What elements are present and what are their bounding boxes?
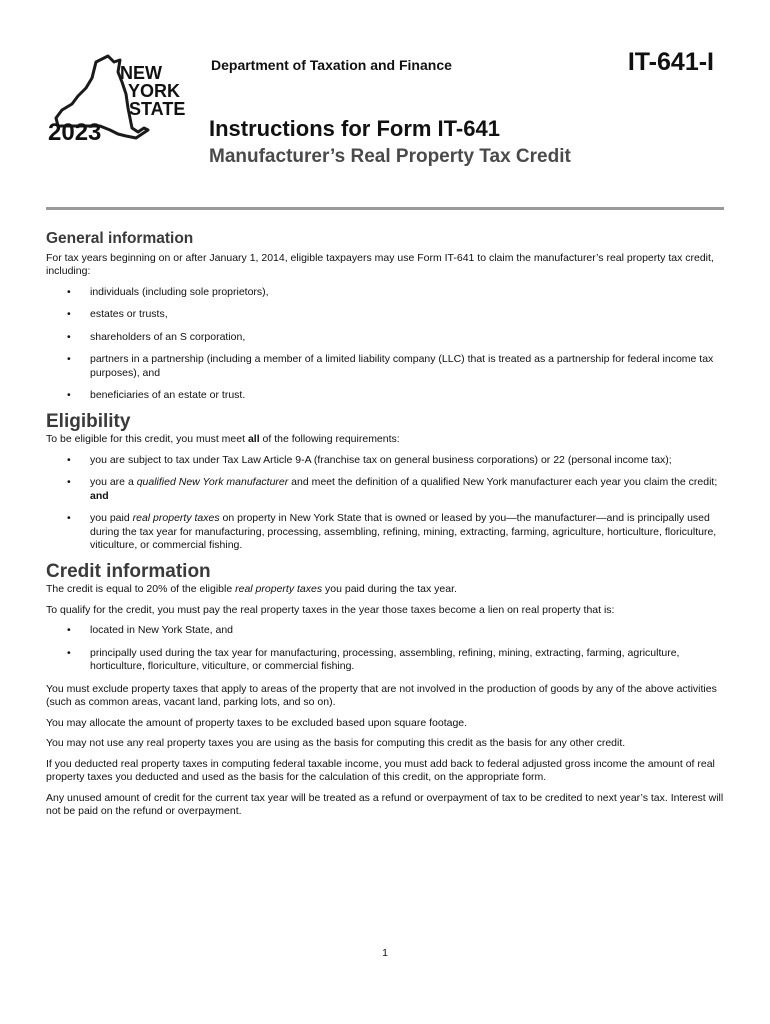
bullet-icon: • xyxy=(67,624,71,636)
bullet-icon: • xyxy=(67,308,71,320)
list-item: • you are subject to tax under Tax Law Article 9-A (franchise tax on general business corporations) or 22 (personal income tax); xyxy=(67,453,672,466)
bullet-icon: • xyxy=(67,476,71,488)
page-title: Instructions for Form IT-641 xyxy=(209,116,500,141)
list-item: • beneficiaries of an estate or trust. xyxy=(67,389,246,401)
svg-text:NEW: NEW xyxy=(120,63,162,83)
page-subtitle: Manufacturer’s Real Property Tax Credit xyxy=(209,146,571,167)
eligibility-heading: Eligibility xyxy=(46,410,131,432)
department-name: Department of Taxation and Finance xyxy=(211,57,452,73)
list-item: • individuals (including sole proprietors), xyxy=(67,285,269,298)
credit-paragraph: Any unused amount of credit for the current tax year will be treated as a refund or overpayment of tax to be credited to next year’s tax. Interest will not be paid on the refund or overpayment. xyxy=(46,791,724,817)
general-heading: General information xyxy=(46,230,194,247)
general-list xyxy=(46,286,726,403)
credit-paragraph: You must exclude property taxes that apply to areas of the property that are not involved in the production of goods by any of the above activities (such as common areas, vacant land, parking lots, and so on). xyxy=(46,682,717,708)
bullet-icon: • xyxy=(67,330,71,343)
document-body xyxy=(46,232,726,826)
credit-heading: Credit information xyxy=(46,560,211,582)
credit-list xyxy=(46,624,726,674)
page-number: 1 xyxy=(382,947,388,959)
list-item: • estates or trusts, xyxy=(67,308,168,320)
list-item: • principally used during the tax year for manufacturing, processing, assembling, refining, mining, extracting, farming, agriculture, horticulture, floriculture, viticulture, or commercial fishing. xyxy=(67,646,680,672)
general-intro: For tax years beginning on or after January 1, 2014, eligible taxpayers may use Form IT-641 to claim the manufacturer’s real property tax credit, including: xyxy=(46,251,714,277)
credit-paragraph: You may not use any real property taxes you are using as the basis for computing this credit as the basis for any other credit. xyxy=(46,737,626,749)
bullet-icon: • xyxy=(67,389,71,401)
header-divider xyxy=(46,207,724,210)
credit-paragraph: To qualify for the credit, you must pay the real property taxes in the year those taxes become a lien on real property that is: xyxy=(46,603,615,616)
bullet-icon: • xyxy=(67,353,71,365)
bullet-icon: • xyxy=(67,453,71,466)
credit-paragraph: If you deducted real property taxes in computing federal taxable income, you must add back to federal adjusted gross income the amount of real property taxes you deducted and used as the basis for the calculation of this credit, on the appropriate form. xyxy=(46,757,715,783)
list-item: • partners in a partnership (including a member of a limited liability company (LLC) that is treated as a partnership for federal income tax purposes), and xyxy=(67,353,714,379)
list-item: • shareholders of an S corporation, xyxy=(67,330,246,343)
svg-text:YORK: YORK xyxy=(128,81,181,101)
list-item: • located in New York State, and xyxy=(67,624,234,636)
bullet-icon: • xyxy=(67,512,71,524)
eligibility-intro: To be eligible for this credit, you must meet all of the following requirements: xyxy=(46,433,400,445)
svg-text:2023: 2023 xyxy=(48,119,102,144)
nys-logo xyxy=(48,52,188,144)
eligibility-list xyxy=(46,454,726,553)
credit-paragraph: The credit is equal to 20% of the eligible real property taxes you paid during the tax year. xyxy=(46,583,457,595)
bullet-icon: • xyxy=(67,285,71,298)
list-item: • you paid real property taxes on property in New York State that is owned or leased by you—the manufacturer—and is principally used during the tax year for manufacturing, processing, assembling, refining, mining, extracting, farming, agriculture, horticulture, floriculture, viticulture, or commercial fishing. xyxy=(67,512,717,551)
bullet-icon: • xyxy=(67,646,71,659)
list-item: • you are a qualified New York manufacturer and meet the definition of a qualified New York manufacturer each year you claim the credit; and xyxy=(67,476,718,502)
svg-text:STATE: STATE xyxy=(129,99,186,119)
credit-paragraph: You may allocate the amount of property taxes to be excluded based upon square footage. xyxy=(46,716,468,729)
form-number: IT-641-I xyxy=(627,48,714,76)
nys-map-icon xyxy=(48,52,188,144)
